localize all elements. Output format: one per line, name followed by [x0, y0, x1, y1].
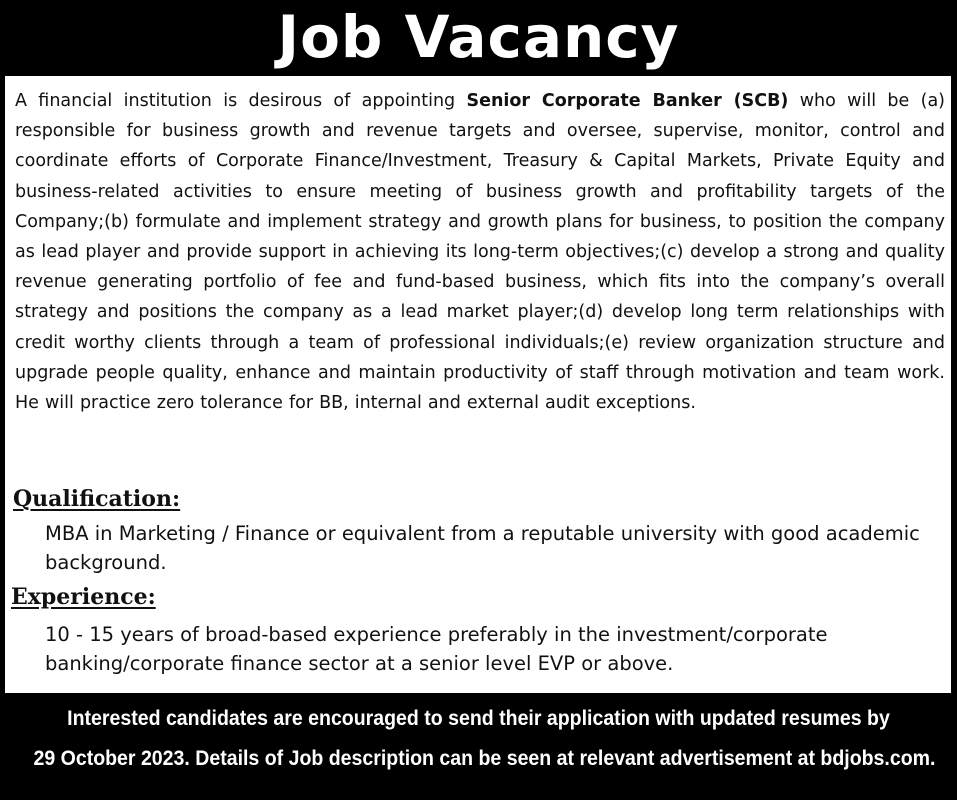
intro-prefix: A financial institution is desirous of appointing: [15, 91, 467, 111]
experience-text: 10 - 15 years of broad-based experience preferably in the investment/corporate banking/corporate finance sector at a senior level EVP or above.: [45, 623, 828, 675]
application-instructions-line-2: 29 October 2023. Details of Job description can be seen at relevant advertisement at bdjobs.com.: [33, 747, 936, 770]
job-description-paragraph: [15, 86, 945, 418]
position-title: Senior Corporate Banker (SCB): [466, 91, 789, 111]
experience-heading: Experience:: [11, 584, 156, 610]
intro-responsibilities: who will be (a) responsible for business growth and revenue targets and oversee, supervise, monitor, control and coordinate efforts of Corporate Finance/Investment, Treasury & Capital Markets, Private Equity and business-related activities to ensure meeting of business growth and profitability targets of the Company;(b) formulate and implement strategy and growth plans for business, to position the company as lead player and provide support in achieving its long-term objectives;(c) develop a strong and quality revenue generating portfolio of fee and fund-based business, which fits into the company’s overall strategy and positions the company as a lead market player;(d) develop long term relationships with credit worthy clients through a team of professional individuals;(e) review organization structure and upgrade people quality, enhance and maintain productivity of staff through motivation and team work. He will practice zero tolerance for BB, internal and external audit exceptions.: [15, 91, 945, 414]
page-title: Job Vacancy: [277, 3, 680, 71]
qualification-heading: Qualification:: [13, 486, 181, 512]
application-instructions: [33, 697, 936, 800]
application-instructions-line-1: Interested candidates are encouraged to send their application with updated resumes by: [67, 707, 890, 730]
content-panel: [5, 76, 951, 693]
qualification-text: MBA in Marketing / Finance or equivalent from a reputable university with good academic background.: [45, 522, 920, 574]
